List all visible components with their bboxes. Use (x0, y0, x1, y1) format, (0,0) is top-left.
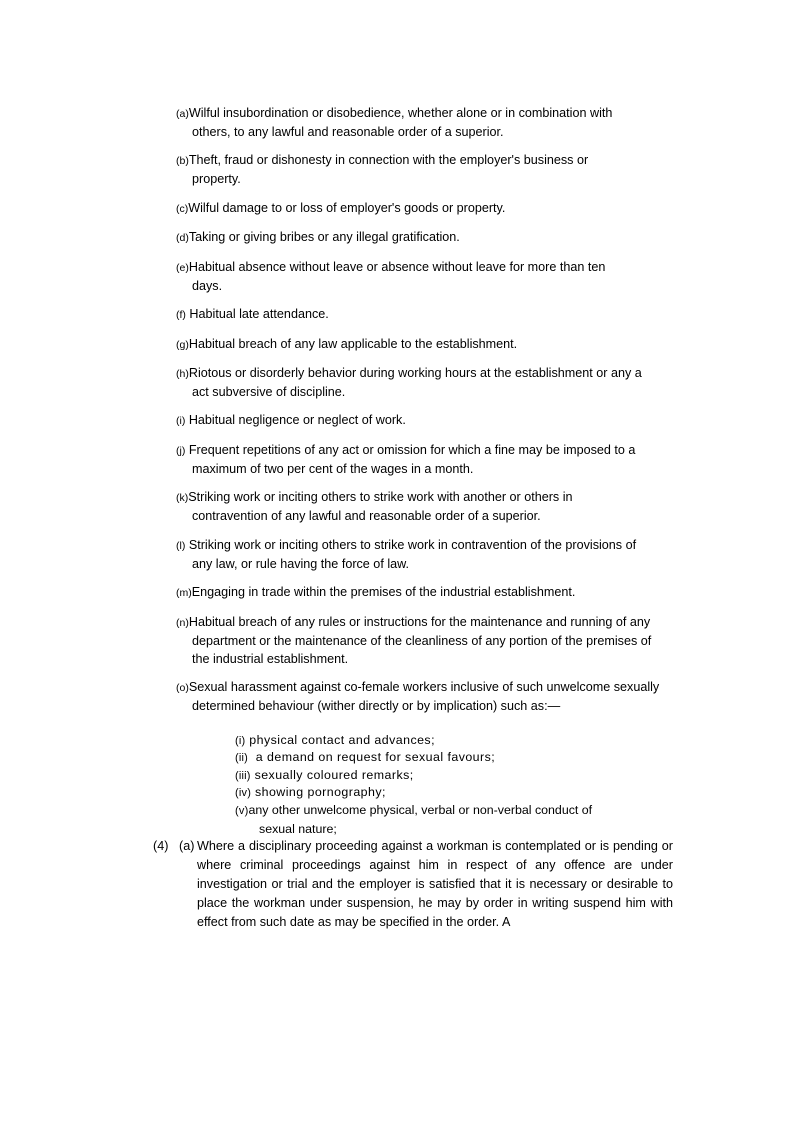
clause-m (176, 583, 676, 602)
subclause-text-line-1: any other unwelcome physical, verbal or non-verbal conduct of (248, 803, 593, 817)
paragraph-4 (153, 837, 673, 932)
clause-text-line-2: contravention of any lawful and reasonable order of a superior. (192, 509, 541, 523)
clause-label: (m) (176, 587, 192, 599)
clause-label: (h) (176, 368, 189, 380)
paragraph-number: (4) (153, 839, 169, 853)
clause-text-line-1: Frequent repetitions of any act or omission for which a fine may be imposed to a (185, 443, 636, 457)
subclause-label: (iii) (235, 770, 251, 782)
clause-h (176, 364, 676, 401)
subclause-label: (i) (235, 735, 246, 747)
clause-label: (f) (176, 309, 186, 321)
clause-text-line-1: Striking work or inciting others to strike work in contravention of the provisions of (185, 538, 637, 552)
clause-label: (o) (176, 682, 189, 694)
clause-f (176, 305, 676, 324)
clause-text-line-1: Striking work or inciting others to strike work with another or others in (188, 490, 573, 504)
clause-text-line-1: Sexual harassment against co-female workers inclusive of such unwelcome sexually (188, 680, 660, 694)
clause-label: (j) (176, 445, 186, 457)
subclause-ii (235, 749, 665, 768)
clause-text-line-1: Habitual breach of any law applicable to the establishment. (188, 337, 518, 351)
clause-text-line-1: Habitual negligence or neglect of work. (185, 413, 406, 427)
clause-label: (e) (176, 262, 189, 274)
clause-text-line-2: property. (192, 172, 241, 186)
clause-label: (n) (176, 617, 189, 629)
clause-label: (g) (176, 339, 189, 351)
clause-text-line-2: maximum of two per cent of the wages in a month. (192, 462, 474, 476)
clause-e (176, 258, 676, 295)
clause-l (176, 536, 676, 573)
subclause-iv (235, 784, 665, 803)
subclause-text-line-1: a demand on request for sexual favours; (248, 750, 496, 764)
subclause-label: (v) (235, 805, 249, 817)
clause-text-line-1: Riotous or disorderly behavior during working hours at the establishment or any a (188, 366, 642, 380)
subclause-text-line-1: showing pornography; (251, 785, 386, 799)
clause-text-line-2: any law, or rule having the force of law. (192, 557, 410, 571)
clause-text-line-3: the industrial establishment. (192, 652, 349, 666)
clause-text-line-1: Habitual absence without leave or absence without leave for more than ten (188, 260, 606, 274)
clause-c (176, 199, 676, 218)
clause-o (176, 678, 676, 715)
clause-label: (d) (176, 232, 189, 244)
clause-label: (c) (176, 203, 189, 215)
clause-text-line-1: Wilful insubordination or disobedience, whether alone or in combination with (188, 106, 613, 120)
clause-text-line-2: days. (192, 279, 223, 293)
paragraph-text: Where a disciplinary proceeding against a workman is contemplated or is pending or where criminal proceedings against him in respect of any offence are under investigation or trial and the employer is satisfied that it is necessary or desirable to place the workman under suspension, he may by order in writing suspend him with effect from such date as may be specified in the order. A (197, 839, 673, 929)
clause-text-line-2: department or the maintenance of the cleanliness of any portion of the premises of (192, 634, 652, 648)
clause-d (176, 228, 676, 247)
paragraph-sublabel: (a) (179, 839, 195, 853)
subclause-v (235, 802, 665, 838)
clause-n (176, 613, 676, 668)
clause-text-line-2: determined behaviour (wither directly or by implication) such as:— (192, 699, 561, 713)
clause-text-line-1: Taking or giving bribes or any illegal gratification. (188, 230, 460, 244)
clause-text-line-2: act subversive of discipline. (192, 385, 346, 399)
clause-text-line-1: Habitual breach of any rules or instructions for the maintenance and running of any (188, 615, 651, 629)
clause-label: (l) (176, 540, 186, 552)
clause-label: (a) (176, 108, 189, 120)
clause-a (176, 104, 676, 141)
clause-label: (i) (176, 415, 186, 427)
subclause-iii (235, 767, 665, 786)
subclause-label: (ii) (235, 752, 249, 764)
clause-label: (b) (176, 155, 189, 167)
clause-text-line-1: Theft, fraud or dishonesty in connection with the employer's business or (188, 153, 589, 167)
clause-text-line-1: Habitual late attendance. (185, 307, 329, 321)
subclause-i (235, 732, 665, 751)
clause-k (176, 488, 676, 525)
subclause-label: (iv) (235, 787, 252, 799)
clause-g (176, 335, 676, 354)
subclause-text-line-1: physical contact and advances; (245, 733, 435, 747)
clause-text-line-2: others, to any lawful and reasonable order of a superior. (192, 125, 504, 139)
clause-label: (k) (176, 492, 189, 504)
clause-i (176, 411, 676, 430)
clause-b (176, 151, 676, 188)
subclause-text-line-1: sexually coloured remarks; (250, 768, 414, 782)
clause-text-line-1: Wilful damage to or loss of employer's goods or property. (188, 201, 506, 215)
clause-text-line-1: Engaging in trade within the premises of the industrial establishment. (191, 585, 576, 599)
clause-j (176, 441, 676, 478)
subclause-text-line-2: sexual nature; (259, 821, 337, 836)
